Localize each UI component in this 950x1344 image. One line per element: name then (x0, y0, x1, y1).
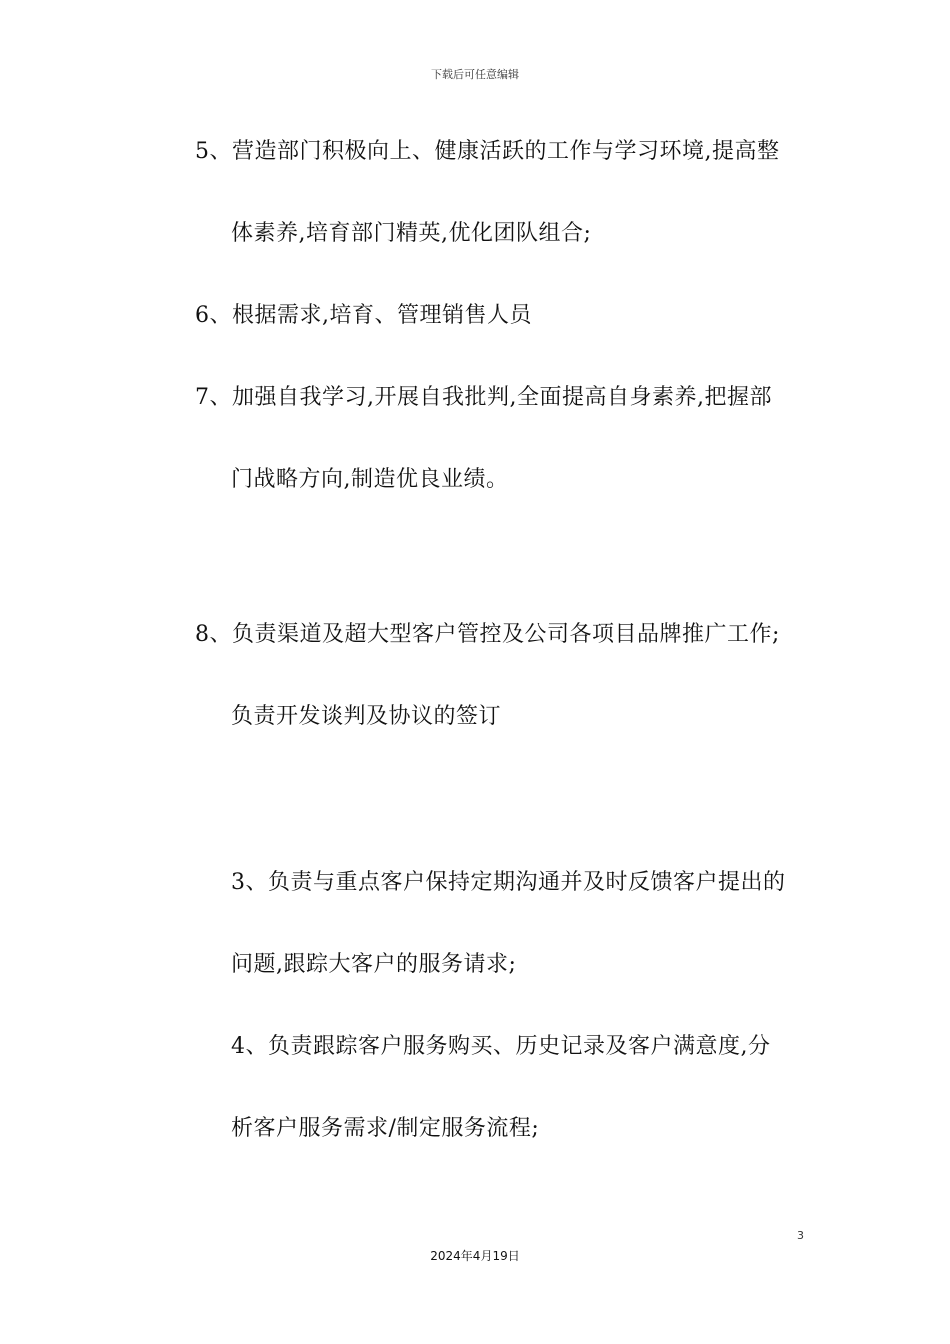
body-line-item-5: 5、营造部门积极向上、健康活跃的工作与学习环境,提高整 (195, 139, 780, 164)
body-line-item-4-cont: 析客户服务需求/制定服务流程; (231, 1116, 540, 1141)
body-line-item-7-cont: 门战略方向,制造优良业绩。 (231, 467, 509, 492)
page-number: 3 (797, 1229, 804, 1242)
body-line-item-4: 4、负责跟踪客户服务购买、历史记录及客户满意度,分 (231, 1034, 771, 1059)
body-line-item-8-cont: 负责开发谈判及协议的签订 (231, 704, 502, 729)
body-line-item-5-cont: 体素养,培育部门精英,优化团队组合; (231, 221, 592, 246)
body-line-item-7: 7、加强自我学习,开展自我批判,全面提高自身素养,把握部 (195, 385, 772, 410)
body-line-item-6: 6、根据需求,培育、管理销售人员 (195, 303, 532, 328)
body-line-item-3: 3、负责与重点客户保持定期沟通并及时反馈客户提出的 (231, 870, 786, 895)
body-line-item-8: 8、负责渠道及超大型客户管控及公司各项目品牌推广工作; (195, 622, 780, 647)
footer-date: 2024年4月19日 (430, 1249, 520, 1263)
header-note: 下载后可任意编辑 (431, 68, 519, 81)
body-line-item-3-cont: 问题,跟踪大客户的服务请求; (231, 952, 517, 977)
